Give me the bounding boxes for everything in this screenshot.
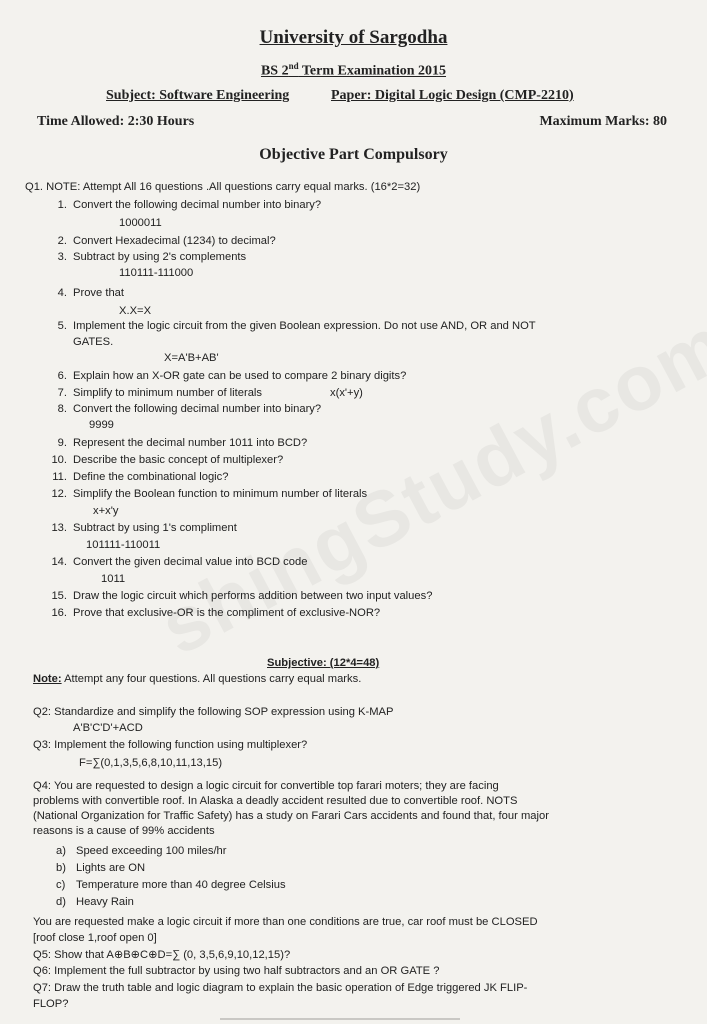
q5-text: Q5: Show that A⊕B⊕C⊕D=∑ (0, 3,5,6,9,10,12,15)?	[33, 949, 291, 961]
question-5-cont: GATES.	[73, 336, 114, 348]
question-7: 7. Simplify to minimum number of literals	[57, 387, 262, 399]
q4-item-b: b) Lights are ON	[56, 862, 146, 874]
q4-item-d: d) Heavy Rain	[56, 896, 134, 908]
q4-after-2: [roof close 1,roof open 0]	[33, 932, 157, 944]
q4-after-1: You are requested make a logic circuit if more than one conditions are true, car roof must be CLOSED	[33, 916, 538, 928]
university-title: University of Sargodha	[259, 27, 448, 48]
q2-text: Q2: Standardize and simplify the following SOP expression using K-MAP	[33, 706, 394, 718]
question-14: 14. Convert the given decimal value into BCD code	[51, 556, 308, 568]
subjective-note-label: Note:	[33, 673, 62, 685]
question-11: 11. Define the combinational logic?	[52, 471, 229, 483]
question-6: 6. Explain how an X-OR gate can be used to compare 2 binary digits?	[57, 370, 407, 382]
q4-line-3: (National Organization for Traffic Safety) has a study on Farari Cars accidents and found that, four major	[33, 810, 549, 822]
subject-label: Subject: Software Engineering	[106, 88, 290, 103]
q4-line-1: Q4: You are requested to design a logic circuit for convertible top farari moters; they are facing	[33, 780, 499, 792]
question-9: 9. Represent the decimal number 1011 into BCD?	[57, 437, 308, 449]
question-3-sub: 110111-111000	[119, 267, 194, 279]
question-10: 10. Describe the basic concept of multiplexer?	[51, 454, 284, 466]
q4-item-a: a) Speed exceeding 100 miles/hr	[56, 845, 227, 857]
question-14-sub: 1011	[101, 573, 126, 585]
bottom-rule	[220, 1018, 460, 1020]
q7-line-1: Q7: Draw the truth table and logic diagram to explain the basic operation of Edge triggered JK FLIP-	[33, 982, 528, 994]
question-8: 8. Convert the following decimal number into binary?	[57, 403, 322, 415]
subjective-heading: Subjective: (12*4=48)	[267, 657, 380, 669]
exam-suffix: Term Examination 2015	[298, 63, 447, 79]
question-4-sub: X.X=X	[119, 305, 152, 317]
question-1-sub: 1000011	[119, 217, 162, 229]
question-8-sub: 9999	[89, 419, 114, 431]
exam-title	[0, 61, 707, 80]
exam-prefix: BS 2	[260, 63, 289, 79]
question-13-sub: 101111-110011	[86, 539, 161, 551]
question-5: 5. Implement the logic circuit from the given Boolean expression. Do not use AND, OR and NOT	[57, 320, 536, 332]
time-allowed: Time Allowed: 2:30 Hours	[37, 114, 195, 129]
q6-text: Q6: Implement the full subtractor by using two half subtractors and an OR GATE ?	[33, 965, 440, 977]
question-13: 13. Subtract by using 1's compliment	[51, 522, 237, 534]
question-7-expr: x(x'+y)	[330, 387, 363, 399]
question-12: 12. Simplify the Boolean function to minimum number of literals	[51, 488, 368, 500]
paper-label: Paper: Digital Logic Design (CMP-2210)	[331, 88, 574, 103]
question-1: 1. Convert the following decimal number into binary?	[57, 199, 322, 211]
objective-heading: Objective Part Compulsory	[259, 146, 448, 163]
maximum-marks: Maximum Marks: 80	[539, 114, 667, 129]
exam-sup: nd	[288, 61, 299, 71]
q4-item-c: c) Temperature more than 40 degree Celsius	[56, 879, 286, 891]
question-4: 4. Prove that	[57, 287, 124, 299]
subjective-note-text: Attempt any four questions. All questions carry equal marks.	[61, 673, 362, 685]
question-3: 3. Subtract by using 2's complements	[57, 251, 247, 263]
objective-note: Q1. NOTE: Attempt All 16 questions .All questions carry equal marks. (16*2=32)	[25, 181, 421, 193]
question-12-sub: x+x'y	[93, 505, 119, 517]
question-15: 15. Draw the logic circuit which performs addition between two input values?	[51, 590, 433, 602]
q4-line-4: reasons is a cause of 99% accidents	[33, 825, 215, 837]
question-5-sub: X=A'B+AB'	[164, 352, 219, 364]
q2-expr: A'B'C'D'+ACD	[73, 722, 143, 734]
q7-line-2: FLOP?	[33, 998, 69, 1010]
q3-text: Q3: Implement the following function using multiplexer?	[33, 739, 308, 751]
subjective-note	[33, 673, 361, 685]
q3-expr: F=∑(0,1,3,5,6,8,10,11,13,15)	[79, 757, 223, 769]
question-2: 2. Convert Hexadecimal (1234) to decimal?	[57, 235, 276, 247]
question-16: 16. Prove that exclusive-OR is the compliment of exclusive-NOR?	[51, 607, 381, 619]
q4-line-2: problems with convertible roof. In Alaska a deadly accident resulted due to convertible roof. NOTS	[33, 795, 518, 807]
